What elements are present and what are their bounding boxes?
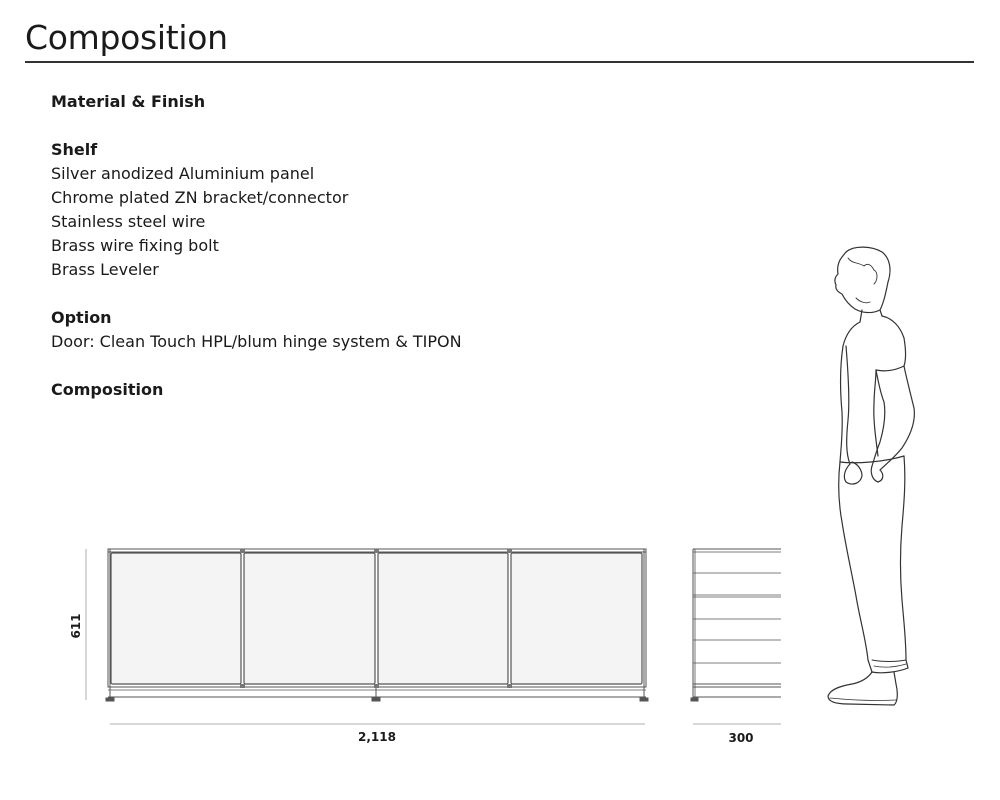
material-finish-heading: Material & Finish: [51, 92, 206, 111]
shelf-heading: Shelf: [51, 140, 98, 159]
shelf-item: Brass Leveler: [51, 260, 159, 279]
door-panel: [378, 553, 508, 684]
option-heading: Option: [51, 308, 112, 327]
depth-dimension-label: 300: [728, 731, 754, 745]
door-panel: [244, 553, 375, 684]
door-panel: [511, 553, 642, 684]
side-elevation: [691, 549, 781, 701]
width-dimension-label: 2,118: [358, 730, 396, 744]
shelf-item: Stainless steel wire: [51, 212, 206, 231]
human-scale-figure: [828, 247, 914, 705]
height-dimension-label: 611: [69, 613, 83, 639]
door-panel: [111, 553, 241, 684]
width-dimension: [110, 724, 645, 744]
option-item: Door: Clean Touch HPL/blum hinge system & TIPON: [51, 332, 462, 351]
height-dimension: [69, 549, 86, 700]
page-title: Composition: [25, 18, 228, 57]
shelf-item: Chrome plated ZN bracket/connector: [51, 188, 349, 207]
shelf-item: Silver anodized Aluminium panel: [51, 164, 315, 183]
depth-dimension: [693, 724, 781, 745]
composition-heading: Composition: [51, 380, 164, 399]
shelf-item: Brass wire fixing bolt: [51, 236, 219, 255]
